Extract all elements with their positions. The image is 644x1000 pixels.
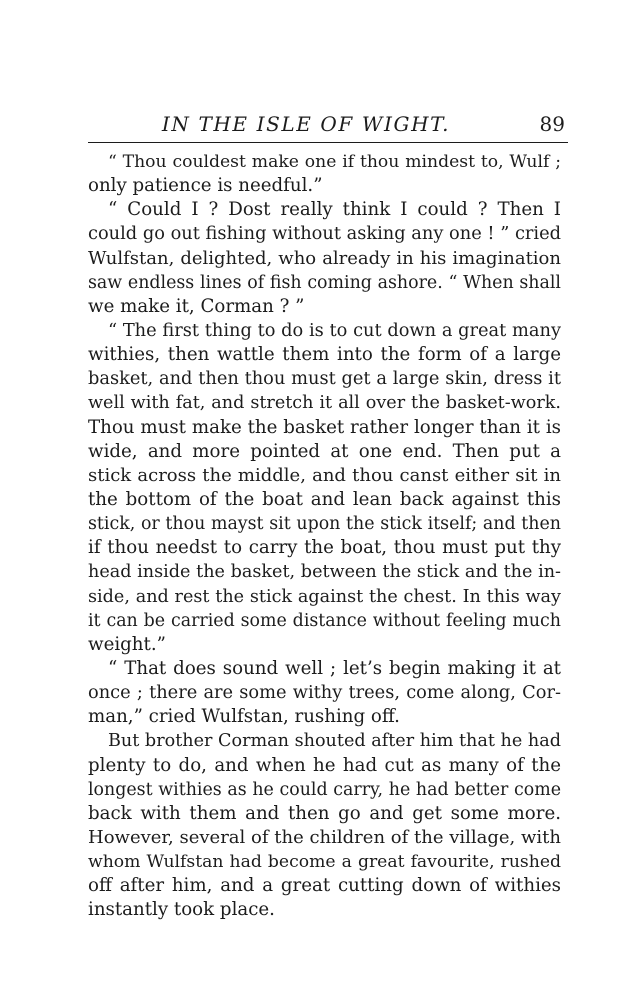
text-line: weight.” (88, 633, 166, 655)
text-line: it can be carried some distance without feeling much (88, 610, 561, 631)
text-line: man,” cried Wulfstan, rushing off. (88, 706, 400, 728)
text-line: saw endless lines of fish coming ashore. “ When shall (88, 272, 561, 293)
text-line: “ That does sound well ; let’s begin making it at (108, 657, 561, 679)
text-line: Wulfstan, delighted, who already in his imagination (88, 247, 561, 269)
text-line: once ; there are some withy trees, come along, Cor- (88, 682, 561, 704)
text-line: could go out fishing without asking any one ! ” cried (88, 223, 561, 245)
text-line: the bottom of the boat and lean back against this (88, 488, 561, 510)
text-line: stick, or thou mayst sit upon the stick itself; and then (88, 514, 561, 535)
text-line: whom Wulfstan had become a great favourite, rushed (88, 852, 561, 873)
text-line: side, and rest the stick against the chest. In this way (88, 586, 561, 607)
text-line: well with fat, and stretch it all over the basket-work. (88, 393, 561, 414)
text-line: “ The first thing to do is to cut down a great many (108, 319, 561, 341)
header-rule (88, 142, 568, 143)
text-line: “ Could I ? Dost really think I could ? Then I (108, 199, 561, 221)
body-text (88, 150, 561, 923)
text-line: off after him, and a great cutting down of withies (88, 875, 561, 897)
text-line: instantly took place. (88, 899, 275, 921)
text-line: head inside the basket, between the stick and the in- (88, 562, 561, 583)
text-line: only patience is needful.” (88, 175, 323, 197)
text-line: if thou needst to carry the boat, thou must put thy (88, 537, 561, 559)
text-line: wide, and more pointed at one end. Then put a (88, 440, 561, 462)
text-line: stick across the middle, and thou canst either sit in (88, 464, 561, 486)
text-line: plenty to do, and when he had cut as many of the (88, 754, 561, 776)
running-title: IN THE ISLE OF WIGHT. (161, 112, 451, 136)
text-line: back with them and then go and get some more. (88, 802, 561, 824)
text-line: we make it, Corman ? ” (88, 295, 305, 317)
text-line: withies, then wattle them into the form of a large (88, 344, 561, 366)
page-number: 89 (539, 112, 565, 136)
text-line: longest withies as he could carry, he had better come (88, 779, 561, 800)
page-header (88, 112, 568, 138)
text-line: Thou must make the basket rather longer than it is (88, 416, 561, 438)
text-line: basket, and then thou must get a large skin, dress it (88, 368, 561, 390)
text-line: But brother Corman shouted after him that he had (108, 731, 561, 752)
text-line: However, several of the children of the village, with (88, 826, 561, 848)
text-line: “ Thou couldest make one if thou mindest to, Wulf ; (108, 152, 561, 172)
